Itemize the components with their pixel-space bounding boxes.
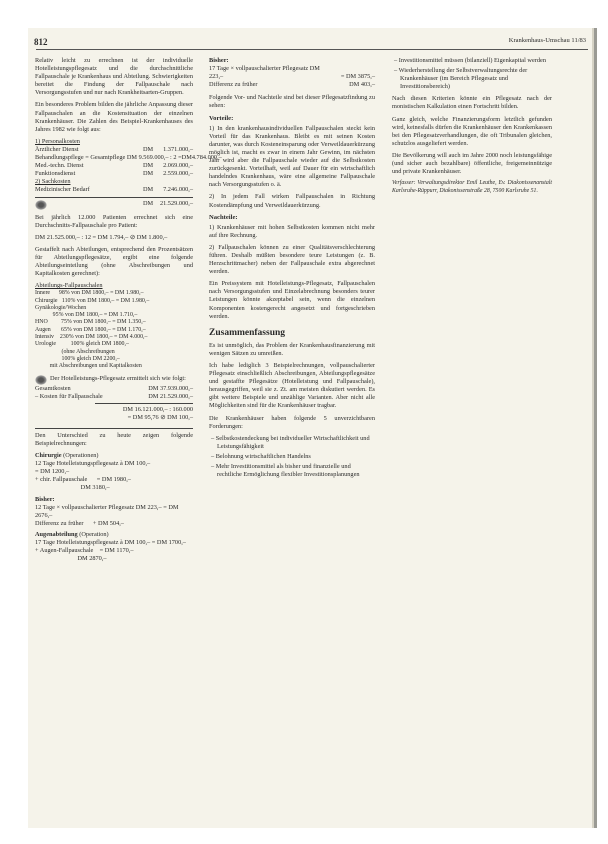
example-line: = DM 1200,–: [35, 468, 70, 476]
example-line: 17 Tage Hotelleistungspflegesatz à DM 100,– = DM 1700,–: [35, 539, 186, 547]
paragraph: 2) Fallpauschalen können zu einer Qualitätsverschlechterung führen. Deshalb müßten besondere teure Leistungen (z. B. Herzschrittmacher) neben der Fallpauschale extra abgerechnet werden.: [209, 243, 375, 276]
paragraph: 1) In den krankenhausindividuellen Fallpauschalen steckt kein Vorteil für das Krankenhaus. Bleibt es mit seinen Kosten darunter, was durch Kosteneinsparung oder Verweildauerkürzung möglich ist, macht es zwar in einem Jahr Gewinn, im nächsten Jahr wird aber die Fallpauschale wieder auf die Selbstkosten zurückgesenkt. Vorteilhaft, weil auf Dauer für ein wirtschaftlich handelndes Krankenhaus, wäre eine allgemeine Fallpauschale nach Versorgungsstufen o. ä.: [209, 124, 375, 189]
paragraph: Ein besonderes Problem bilden die jährliche Anpassung dieser Fallpauschalen an die Kostensituation der einzelnen Krankenhäuser. Die Zahlen des Beispiel-Krankenhauses des Jahres 1982 wie folgt aus:: [35, 101, 193, 133]
table-row: – Kosten für Fallpauschale DM 21.529.000,–: [35, 392, 193, 400]
paragraph: Den Unterschied zu heute zeigen folgende Beispielrechnungen:: [35, 431, 193, 447]
example-line: 12 Tage × vollpauschalierter Pflegesatz DM 223,– = DM 2676,–: [35, 503, 179, 519]
paragraph: 2) In jedem Fall wirken Fallpauschalen in Richtung Kostendämpfung und Verweildauerkürzung.: [209, 193, 375, 209]
table-row: Med.-techn. Dienst DM 2.069.000,–: [35, 162, 193, 170]
paragraph: Die Krankenhäuser haben folgende 5 unverzichtbaren Forderungen:: [209, 414, 375, 430]
table-row: HNO 75% von DM 1800,– = DM 1.350,–: [35, 319, 146, 326]
example-subtitle: (Operation): [79, 530, 109, 538]
example-line: DM 2870,–: [35, 555, 107, 563]
list-item: – Investitionsmittel müssen (bilanziell) Eigenkapital werden: [394, 57, 546, 64]
table-row: Gynäkologie/Wochen: [35, 304, 87, 311]
hotel-table: [35, 385, 193, 422]
paragraph: Es ist unmöglich, das Problem der Krankenhausfinanzierung mit wenigen Sätzen zu umreißen.: [209, 341, 375, 357]
table-row: Behandlungspflege = Gesamtpflege DM 9.569.000,– : 2 = DM 4.784.000,–: [35, 154, 222, 162]
paragraph: Nach diesen Kriterien könnte ein Pflegesatz nach der monistischen Kalkulation einen Fortschritt bilden.: [392, 95, 552, 111]
bisher-title: Bisher:: [35, 495, 55, 503]
table-row: DM 16.121.000,– : 160.000: [122, 405, 193, 413]
example-subtitle: (Operationen): [63, 452, 99, 460]
table-row: 17 Tage × vollpauschalierter Pflegesatz DM 223,– = DM 3875,–: [209, 65, 375, 81]
table-row: mit Abschreibungen und Kapitalkosten: [35, 363, 142, 370]
sum-rule: [35, 197, 193, 198]
list-item: – Belohnung wirtschaftlichen Handelns: [211, 452, 311, 460]
paragraph: Ich habe lediglich 3 Beispielrechnungen, vollpauschalierter Pflegesatz einschließlich Abschreibungen, Abteilungspflegesätze und gestaffte Pflegesätze (Hotelleistung und Fallpauschale), herausgegriffen, weil sie z. Zt. am meisten diskutiert werden. Es gibt weitere Beispiele und unzählige Varianten. Aber nicht alle Möglichkeiten sind für die Krankenhäuser tragbar.: [209, 362, 375, 410]
example-line: + Augen-Fallpauschale = DM 1170,–: [35, 547, 134, 555]
paragraph: Relativ leicht zu errechnen ist der individuelle Hotelleistungspflegesatz und die durchschnittliche Fallpauschale je Krankenhaus und Abteilung. Schwierigkeiten bereitet die Findung der Fallpauschale nach Versorgungsstufen und nur nach Krankheitsarten-Gruppen.: [35, 57, 193, 97]
example-title: Chirurgie: [35, 452, 62, 460]
margin-mark-icon: [35, 200, 47, 210]
section-heading: 2) Sachkosten: [35, 178, 71, 186]
list-item: – Selbstkostendeckung bei individueller Wirtschaftlichkeit und Leistungsfähigkeit: [211, 434, 370, 450]
paragraph: 1) Krankenhäuser mit hohen Selbstkosten kommen nicht mehr auf ihre Rechnung.: [209, 223, 375, 239]
dept-title: Abteilungs-Fallpauschalen: [35, 282, 103, 290]
bisher-title: Bisher:: [209, 57, 229, 64]
paragraph: Folgende Vor- und Nachteile sind bei dieser Pflegesatzfindung zu sehen:: [209, 94, 375, 110]
column-2: [209, 57, 375, 481]
paragraph: Bei jährlich 12.000 Patienten errechnet sich eine Durchschnitts-Fallpauschale pro Patient:: [35, 213, 193, 229]
table-row: (ohne Abschreibungen: [35, 348, 115, 355]
table-row: = DM 95,76 ⊘ DM 100,–: [127, 413, 193, 421]
paragraph: Ganz gleich, welche Finanzierungsform letztlich gefunden wird, keinesfalls dürfen die Krankenhäuser den Krankenkassen bei den Pflegesatzverhandlungen, die oft Tribunalen gleichen, schutzlos ausgeliefert werden.: [392, 115, 552, 147]
section-heading: 1) Personalkosten: [35, 137, 80, 145]
paragraph: Der Hotelleistungs-Pflegesatz ermittelt sich wie folgt:: [50, 374, 186, 382]
example-line: + chir. Fallpauschale = DM 1980,–: [35, 476, 131, 484]
table-row: Intensiv 230% von DM 1800,– = DM 4.000,–: [35, 334, 148, 341]
table-row: Innere 98% von DM 1800,– = DM 1.980,–: [35, 290, 144, 297]
table-row: DM 21.529.000,–: [35, 200, 193, 210]
table-row: Ärztlicher Dienst DM 1.371.000,–: [35, 145, 193, 153]
table-row: 95% von DM 1800,– = DM 1.710,–: [35, 312, 138, 319]
section-heading: Zusammenfassung: [209, 327, 286, 338]
hotel-block: [35, 375, 193, 385]
dept-table: [35, 290, 193, 370]
author-note: Verfasser: Verwaltungsdirektor Emil Leuthe, Ev. Diakonissenanstalt Karlsruhe-Rüppurr, Diakonissenstraße 28, 7500 Karlsruhe 51.: [392, 180, 552, 194]
table-row: Urologie 100% gleich DM 1800,–: [35, 341, 129, 348]
paragraph: Gestaffelt nach Abteilungen, entsprechend den Prozentsätzen für Abteilungspflegesätze, ergibt eine folgende Abteilungseinteilung (ohne Abschreibungen und Kapitalkosten gerechnet):: [35, 245, 193, 278]
list-item: – Mehr Investitionsmittel als bisher und finanzielle und rechtliche Ermöglichung flexibler Investitionsplanungen: [211, 463, 360, 479]
table-row: Gesamtkosten DM 37.939.000,–: [35, 384, 193, 392]
margin-mark-icon: [35, 375, 47, 385]
table-row: Funktionsdienst DM 2.559.000,–: [35, 170, 193, 178]
table-row: Augen 65% von DM 1800,– = DM 1.170,–: [35, 326, 146, 333]
example-line: Differenz zu früher + DM 504,–: [35, 519, 124, 527]
section-heading: Vorteile:: [209, 114, 234, 122]
calculation: DM 21.525.000,– : 12 = DM 1.794,– ⊘ DM 1.800,–: [35, 233, 168, 241]
column-3: [392, 57, 552, 199]
section-heading: Nachteile:: [209, 213, 238, 221]
table-row: 100% gleich DM 2200,–: [35, 355, 120, 362]
table-row: Differenz zu früher DM 403,–: [209, 81, 375, 89]
example-line: DM 3180,–: [35, 484, 110, 492]
sum-rule: [95, 403, 193, 404]
example-box: [35, 428, 193, 563]
table-row: Chirurgie 110% von DM 1800,– = DM 1.980,–: [35, 297, 150, 304]
list-item: – Wiederherstellung der Selbstverwaltungsrechte der Krankenhäuser (im Bereich Pflegesatz und Investitionsbereich): [394, 67, 528, 91]
example-title: Augenabteilung: [35, 530, 78, 538]
paragraph: Die Bevölkerung will auch im Jahre 2000 noch leistungsfähige (und sicher auch bezahlbare) öffentliche, freigemeinnützige und private Krankenhäuser.: [392, 151, 552, 176]
table-row: Medizinischer Bedarf DM 7.246.000,–: [35, 186, 193, 194]
paragraph: Ein Preissystem mit Hotelleistungs-Pflegesatz, Fallpauschalen nach Versorgungsstufen und Einzelabrechnung besonders teurer Leistungen könnte akzeptabel sein, wenn die einzelnen Komponenten kostengerecht angesetzt und fortgeschrieben werden.: [209, 280, 375, 320]
example-line: 12 Tage Hotelleistungspflegesatz à DM 100,–: [35, 460, 151, 468]
cost-rows-1: [35, 145, 222, 178]
journal-page: [28, 28, 597, 828]
header-rule: [36, 49, 588, 50]
running-head: Krankenhaus-Umschau 11/83: [508, 37, 586, 44]
page-number: 812: [34, 37, 48, 47]
